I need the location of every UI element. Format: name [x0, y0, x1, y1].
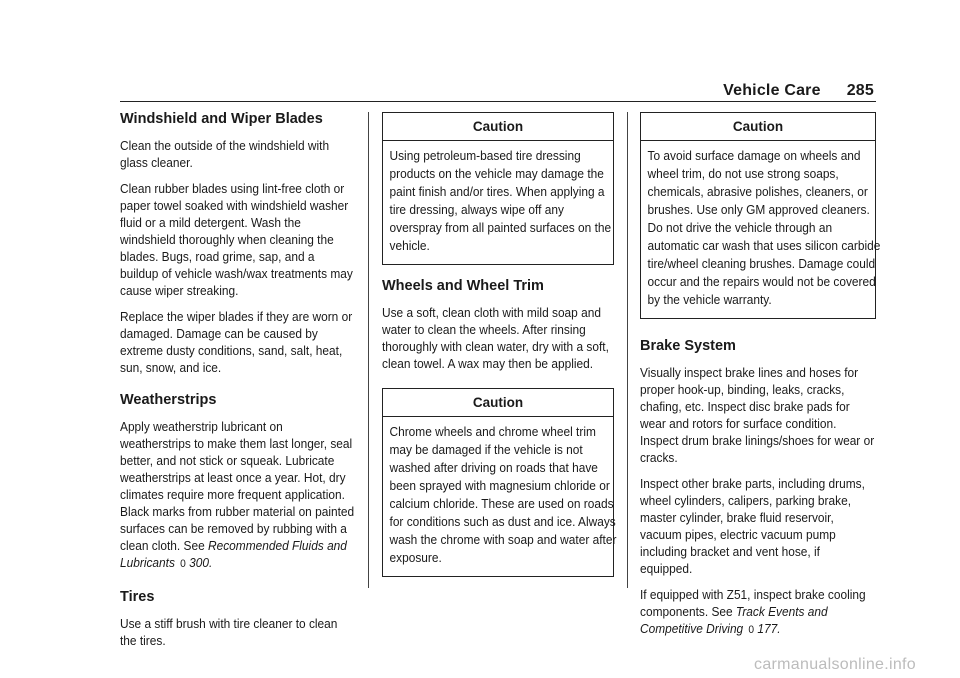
- page-number: 285: [846, 82, 874, 99]
- brake-cooling-text: If equipped with Z51, inspect brake cooling components. See: [640, 587, 866, 619]
- wheels-heading: Wheels and Wheel Trim: [382, 278, 544, 294]
- caution-title: Caution: [641, 113, 875, 141]
- wheels-paragraph: Use a soft, clean cloth with mild soap and water to clean the wheels. After rinsing thoroughly with clean water, dry with a soft, clean towel. A wax may then be applied.: [382, 305, 609, 371]
- windshield-paragraph-3: Replace the wiper blades if they are worn or damaged. Damage can be caused by extreme dusty conditions, sand, salt, heat, sun, snow, and ice.: [120, 309, 353, 375]
- caution-body: To avoid surface damage on wheels and wheel trim, do not use strong soaps, chemicals, abrasive polishes, cleaners, or brushes. Use only GM approved cleaners. Do not drive the vehicle through an automatic car wash that uses silicon carbide tire/wheel cleaning brushes. Damage could occur and the repairs would not be covered by the vehicle warranty.: [647, 148, 881, 307]
- column-right: [640, 110, 881, 648]
- fluids-reference-page[interactable]: 300.: [189, 555, 213, 570]
- windshield-paragraph-1: Clean the outside of the windshield with glass cleaner.: [120, 138, 330, 170]
- watermark: carmanualsonline.info: [754, 656, 916, 673]
- tires-paragraph: Use a stiff brush with tire cleaner to clean the tires.: [120, 616, 338, 648]
- header-divider: [120, 101, 876, 102]
- brake-system-heading: Brake System: [640, 338, 736, 354]
- column-divider-2: [627, 112, 628, 588]
- brake-paragraph-3: [640, 586, 875, 639]
- brake-paragraph-2: Inspect other brake parts, including drums, wheel cylinders, calipers, parking brake, master cylinder, brake fluid reservoir, vacuum pipes, electric vacuum pump including bracket and vent hose, if equipped.: [640, 476, 865, 576]
- caution-box-tire-dressing: [382, 112, 614, 265]
- windshield-paragraph-2: Clean rubber blades using lint-free cloth or paper towel soaked with windshield washer fluid or a mild detergent. Wash the windshield thoroughly when cleaning the blades. Bugs, road grime, sap, and a buildup of vehicle wash/wax treatments may cause wiper streaking.: [120, 181, 353, 298]
- brake-paragraph-1: Visually inspect brake lines and hoses for proper hook-up, binding, leaks, cracks, chafing, etc. Inspect disc brake pads for wear and rotors for surface condition. Inspect drum brake linings/shoes for wear or cracks.: [640, 365, 875, 465]
- weatherstrips-heading: Weatherstrips: [120, 392, 217, 408]
- caution-body: Using petroleum-based tire dressing products on the vehicle may damage the paint finish and/or tires. When applying a tire dressing, always wipe off any overspray from all painted surfaces on the vehicle.: [389, 148, 612, 253]
- page-ref-arrow-icon: 0: [748, 624, 755, 636]
- fluids-reference-link[interactable]: Recommended Fluids and Lubricants: [120, 538, 347, 570]
- column-left: [120, 110, 356, 658]
- caution-title: Caution: [383, 113, 613, 141]
- page-ref-arrow-icon: 0: [180, 558, 186, 570]
- caution-body: Chrome wheels and chrome wheel trim may be damaged if the vehicle is not washed after driving on roads that have been sprayed with magnesium chloride or calcium chloride. These are used on roads for conditions such as dust and ice. Always wash the chrome with soap and water after exposure.: [389, 424, 617, 565]
- caution-box-wheel-cleaners: [640, 112, 881, 319]
- tires-heading: Tires: [120, 589, 155, 605]
- column-divider-1: [368, 112, 369, 588]
- caution-box-chrome-wheels: [382, 388, 617, 577]
- weatherstrips-paragraph: [120, 418, 355, 573]
- section-title: Vehicle Care: [723, 82, 821, 99]
- weatherstrips-text: Apply weatherstrip lubricant on weatherstrips to make them last longer, seal better, and not stick or squeak. Lubricate weatherstrips at least once a year. Hot, dry climates require more frequent application. Black marks from rubber material on painted surfaces can be removed by rubbing with a clean cloth. See: [120, 419, 355, 553]
- column-middle: [382, 110, 617, 589]
- caution-title: Caution: [383, 389, 613, 417]
- track-events-reference-page[interactable]: 177.: [757, 621, 781, 636]
- track-events-reference-link[interactable]: Track Events and Competitive Driving: [640, 604, 828, 636]
- windshield-heading: Windshield and Wiper Blades: [120, 111, 323, 127]
- page-header: [723, 82, 874, 100]
